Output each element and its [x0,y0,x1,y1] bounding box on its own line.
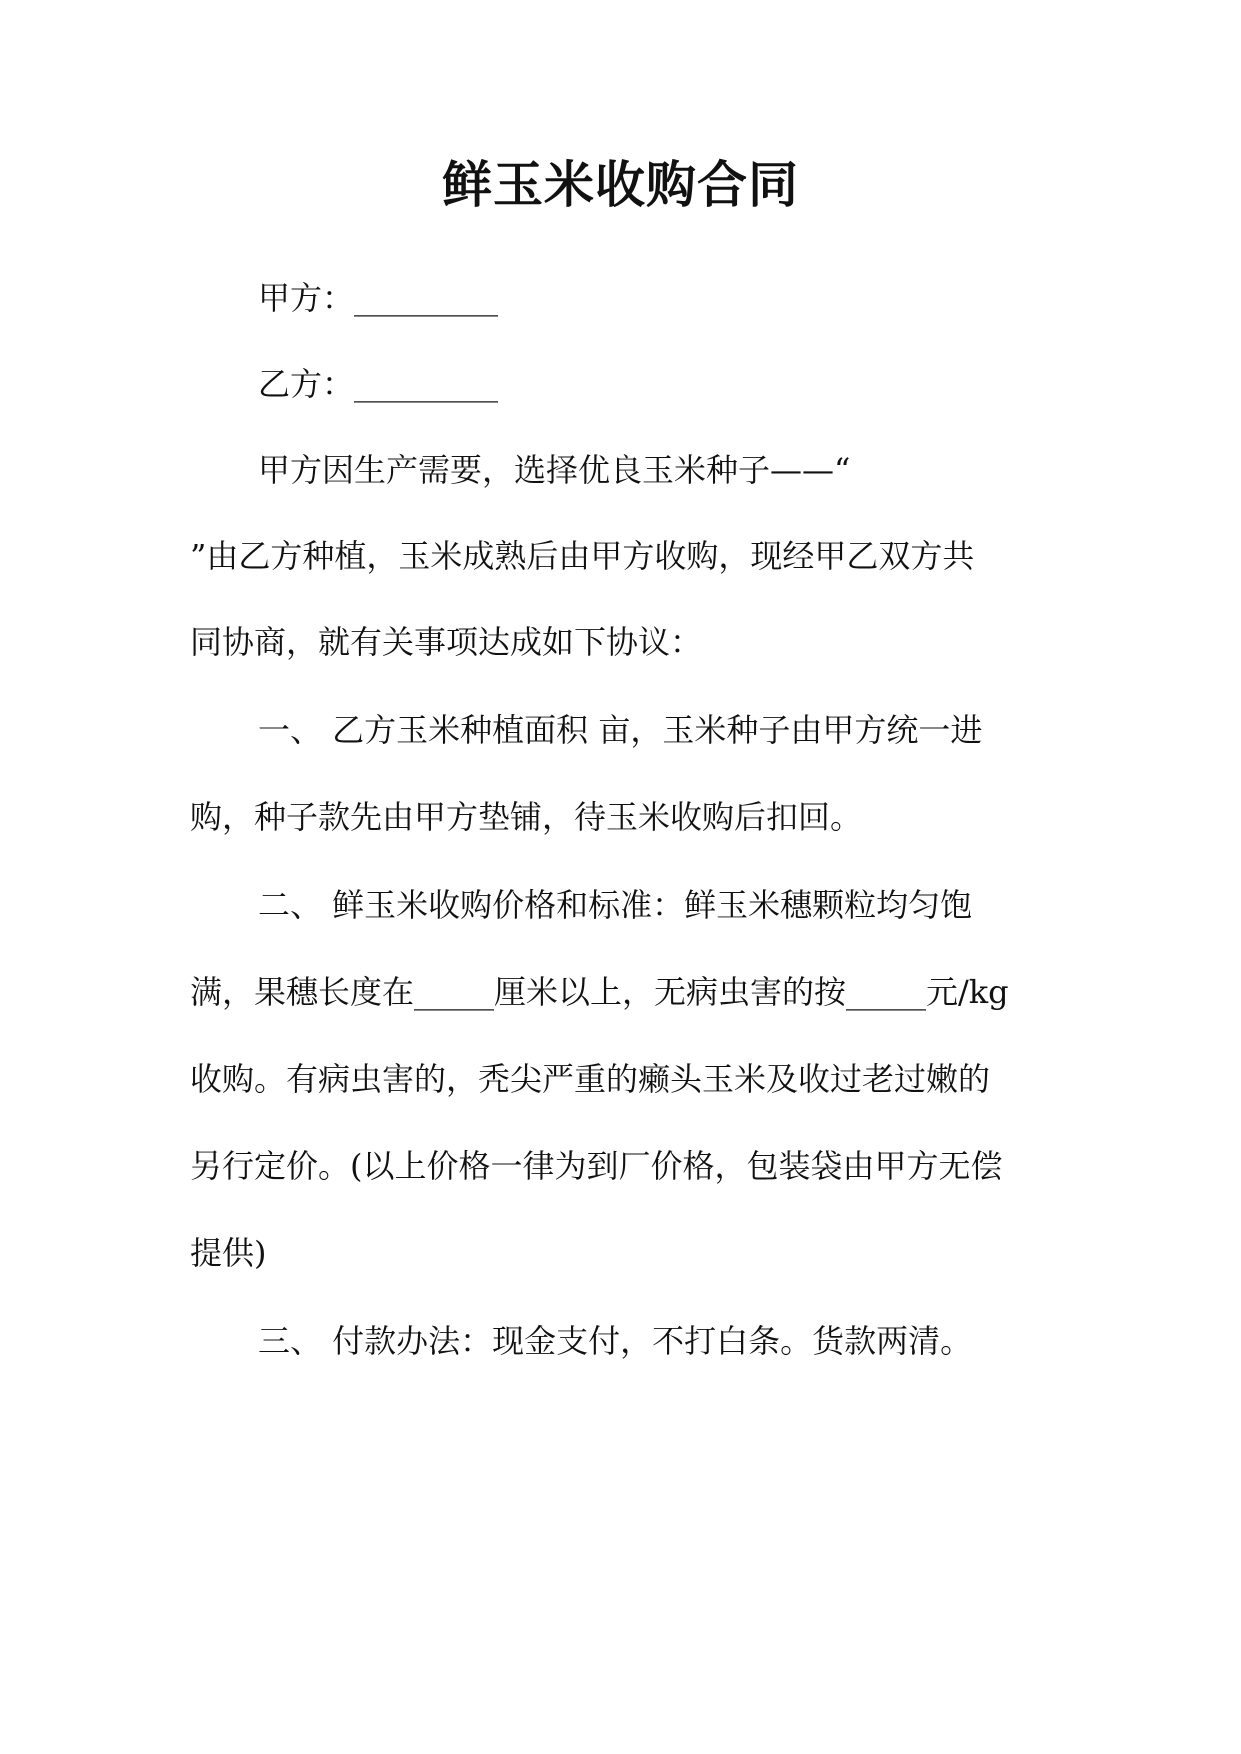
document-title: 鲜玉米收购合同 [442,155,799,214]
party-a-line: 甲方：_________ [258,279,499,317]
body-line: 提供) [190,1234,267,1272]
body-line: 甲方因生产需要，选择优良玉米种子——“ [258,451,851,489]
clause-3-line: 三、 付款办法：现金支付，不打白条。货款两清。 [258,1322,973,1360]
clause-1-line: 一、 乙方玉米种植面积 亩，玉米种子由甲方统一进 [258,711,983,749]
body-line: 购，种子款先由甲方垫铺，待玉米收购后扣回。 [190,798,863,836]
clause-2-line: 二、 鲜玉米收购价格和标准：鲜玉米穗颗粒均匀饱 [258,886,973,924]
body-line: 另行定价。(以上价格一律为到厂价格，包装袋由甲方无偿 [190,1147,1003,1185]
body-line: ”由乙方种植，玉米成熟后由甲方收购，现经甲乙双方共 [190,537,975,575]
body-line: 收购。有病虫害的，秃尖严重的癞头玉米及收过老过嫩的 [190,1060,991,1098]
party-b-line: 乙方：_________ [258,365,499,403]
body-line: 满，果穗长度在_____厘米以上，无病虫害的按_____元/kg [190,973,1009,1011]
body-line: 同协商，就有关事项达成如下协议： [190,623,703,661]
